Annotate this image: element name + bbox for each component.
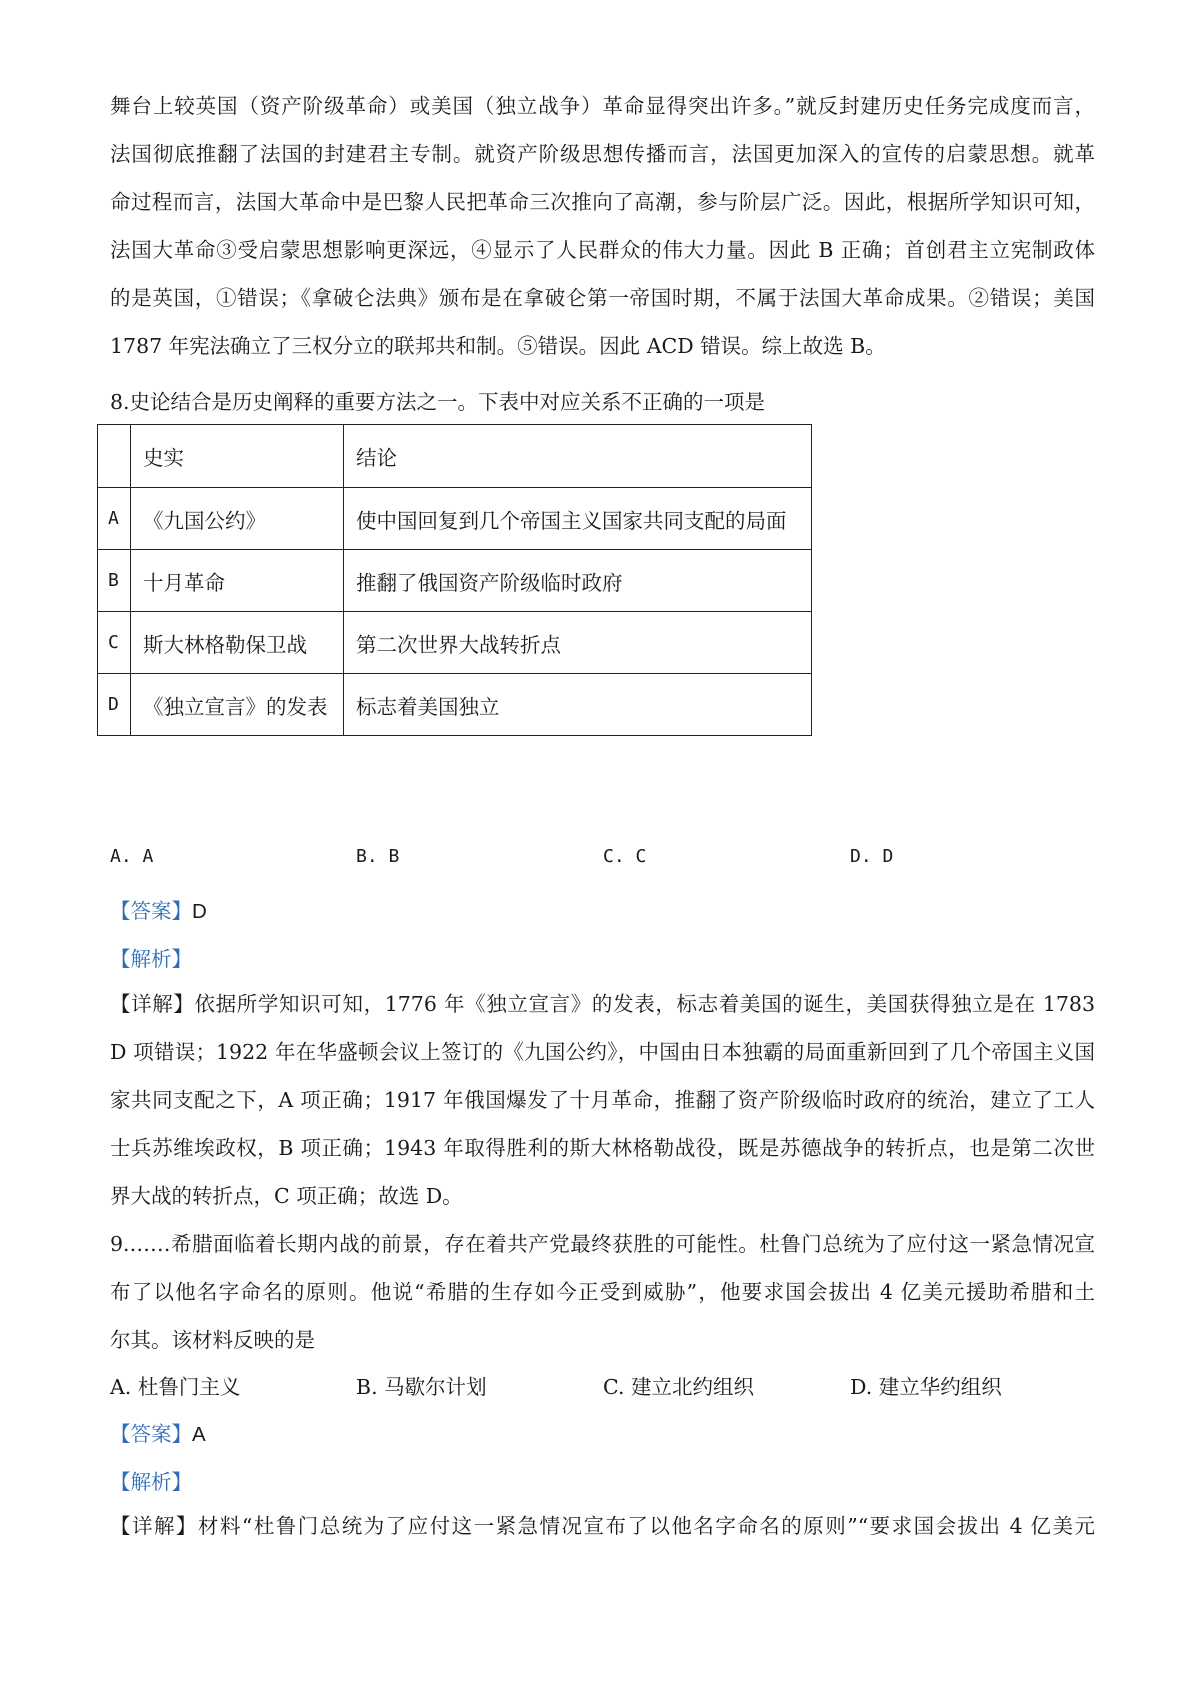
detail-line: 【详解】依据所学知识可知，1776 年《独立宣言》的发表，标志着美国的诞生，美国获得独立是在 1783	[110, 992, 1095, 1016]
paragraph-line: 命过程而言，法国大革命中是巴黎人民把革命三次推向了高潮，参与阶层广泛。因此，根据所学知识可知，	[110, 190, 1095, 214]
detail-line: 家共同支配之下，A 项正确；1917 年俄国爆发了十月革命，推翻了资产阶级临时政府的统治，建立了工人	[110, 1088, 1095, 1112]
stem-line: 布了以他名字命名的原则。他说“希腊的生存如今正受到威胁”，他要求国会拔出 4 亿美元援助希腊和土	[110, 1280, 1095, 1304]
row-conclusion: 第二次世界大战转折点	[344, 612, 812, 674]
answer-label: 【答案】	[110, 1422, 192, 1446]
option-a: A. 杜鲁门主义	[110, 1375, 241, 1399]
table-cell	[98, 425, 131, 488]
table-row	[98, 674, 812, 736]
detail-line: 界大战的转折点，C 项正确；故选 D。	[110, 1184, 463, 1208]
table-row	[98, 550, 812, 612]
row-fact: 《九国公约》	[131, 488, 344, 550]
option-c: C. C	[603, 846, 647, 867]
paragraph-line: 法国彻底推翻了法国的封建君主专制。就资产阶级思想传播而言，法国更加深入的宣传的启蒙思想。就革	[110, 142, 1095, 166]
row-label: D	[98, 674, 131, 736]
table-row	[98, 612, 812, 674]
q8-detail	[110, 980, 1095, 1220]
row-conclusion: 使中国回复到几个帝国主义国家共同支配的局面	[344, 488, 812, 550]
analysis-label: 【解析】	[110, 1470, 192, 1494]
table-header-row	[98, 425, 812, 488]
row-fact: 十月革命	[131, 550, 344, 612]
row-fact: 斯大林格勒保卫战	[131, 612, 344, 674]
answer-value: A	[192, 1423, 206, 1446]
q8-analysis-label	[110, 942, 192, 972]
q9-analysis-label	[110, 1465, 192, 1495]
table-header-conclusion: 结论	[344, 425, 812, 488]
q8-fact-table	[97, 424, 812, 736]
q9-detail	[110, 1502, 1095, 1550]
row-conclusion: 推翻了俄国资产阶级临时政府	[344, 550, 812, 612]
paragraph-line: 法国大革命③受启蒙思想影响更深远，④显示了人民群众的伟大力量。因此 B 正确；首创君主立宪制政体	[110, 238, 1095, 262]
option-d: D. D	[850, 846, 894, 867]
row-label: C	[98, 612, 131, 674]
answer-value: D	[192, 900, 207, 923]
option-b: B. 马歇尔计划	[356, 1375, 487, 1399]
row-conclusion: 标志着美国独立	[344, 674, 812, 736]
answer-label: 【答案】	[110, 899, 192, 923]
row-fact: 《独立宣言》的发表	[131, 674, 344, 736]
detail-line: D 项错误；1922 年在华盛顿会议上签订的《九国公约》，中国由日本独霸的局面重新回到了几个帝国主义国	[110, 1040, 1095, 1064]
table-row	[98, 488, 812, 550]
table-header-fact: 史实	[131, 425, 344, 488]
row-label: B	[98, 550, 131, 612]
q9-answer	[110, 1417, 206, 1447]
q9-stem	[110, 1220, 1095, 1364]
analysis-label: 【解析】	[110, 947, 192, 971]
q8-title: 8.史论结合是历史阐释的重要方法之一。下表中对应关系不正确的一项是	[110, 390, 766, 414]
detail-line: 士兵苏维埃政权，B 项正确；1943 年取得胜利的斯大林格勒战役，既是苏德战争的转折点，也是第二次世	[110, 1136, 1095, 1160]
paragraph-line: 1787 年宪法确立了三权分立的联邦共和制。⑤错误。因此 ACD 错误。综上故选 B。	[110, 334, 886, 358]
row-label: A	[98, 488, 131, 550]
detail-line: 【详解】材料“杜鲁门总统为了应付这一紧急情况宣布了以他名字命名的原则”“要求国会拔出 4 亿美元	[110, 1514, 1095, 1538]
option-c: C. 建立北约组织	[603, 1375, 754, 1399]
option-d: D. 建立华约组织	[850, 1375, 1002, 1399]
paragraph-line: 舞台上较英国（资产阶级革命）或美国（独立战争）革命显得突出许多。”就反封建历史任务完成度而言，	[110, 94, 1095, 118]
stem-line: 尔其。该材料反映的是	[110, 1328, 315, 1352]
paragraph-line: 的是英国，①错误；《拿破仑法典》颁布是在拿破仑第一帝国时期，不属于法国大革命成果。②错误；美国	[110, 286, 1095, 310]
q8-answer	[110, 894, 207, 924]
option-b: B. B	[356, 846, 400, 867]
option-a: A. A	[110, 846, 154, 867]
stem-line: 9.……希腊面临着长期内战的前景，存在着共产党最终获胜的可能性。杜鲁门总统为了应付这一紧急情况宣	[110, 1232, 1095, 1256]
q7-analysis-paragraph	[110, 82, 1095, 370]
